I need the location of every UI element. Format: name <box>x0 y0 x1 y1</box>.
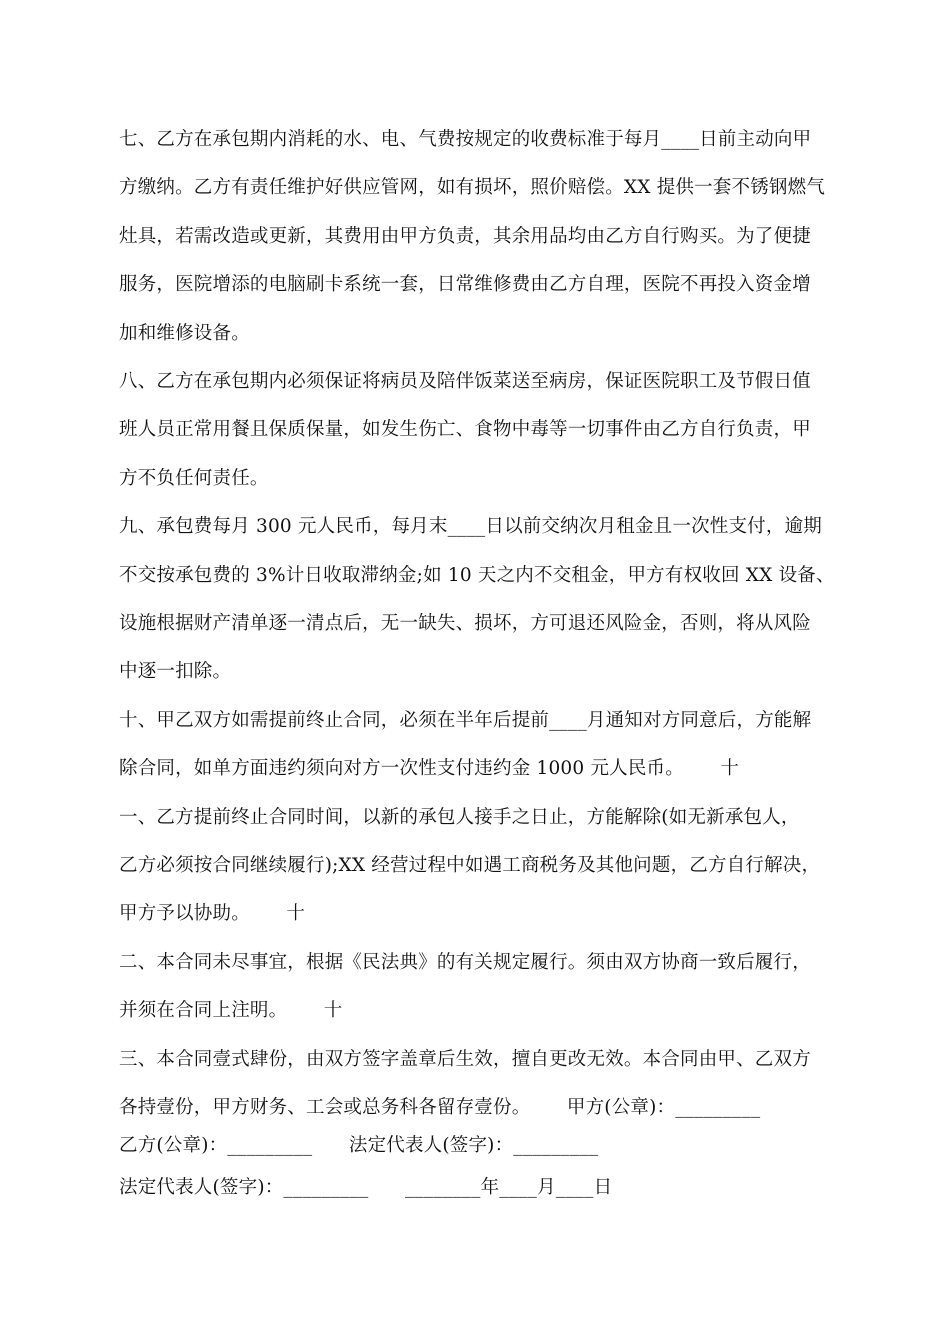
clause-7-line-3: 灶具，若需改造或更新，其费用由甲方负责，其余用品均由乙方自行购买。为了便捷 <box>119 226 811 247</box>
clause-9-line-1: 九、承包费每月 300 元人民币，每月末____日以前交纳次月租金且一次性支付，逾期 <box>119 516 822 537</box>
clause-7-line-4: 服务，医院增添的电脑刷卡系统一套，日常维修费由乙方自理，医院不再投入资金增 <box>119 274 811 295</box>
clause-8-line-1: 八、乙方在承包期内必须保证将病员及陪伴饭菜送至病房，保证医院职工及节假日值 <box>119 371 811 392</box>
clause-7-line-1: 七、乙方在承包期内消耗的水、电、气费按规定的收费标准于每月____日前主动向甲 <box>119 129 812 150</box>
clause-9-line-4: 中逐一扣除。 <box>119 661 232 682</box>
clause-9-line-3: 设施根据财产清单逐一清点后，无一缺失、损坏，方可退还风险金，否则，将从风险 <box>119 613 811 634</box>
clause-11-line-1: 一、乙方提前终止合同时间，以新的承包人接手之日止，方能解除(如无新承包人， <box>119 807 800 828</box>
clause-8-line-2: 班人员正常用餐且保质保量，如发生伤亡、食物中毒等一切事件由乙方自行负责，甲 <box>119 419 811 440</box>
clause-12-line-1: 二、本合同未尽事宜，根据《民法典》的有关规定履行。须由双方协商一致后履行， <box>119 952 811 973</box>
clause-8-line-3: 方不负任何责任。 <box>119 468 269 489</box>
clause-12-line-2: 并须在合同上注明。 十 <box>119 1000 343 1021</box>
signature-line-2: 法定代表人(签字)：_________ ________年____月____日 <box>119 1177 613 1198</box>
clause-7-line-5: 加和维修设备。 <box>119 323 250 344</box>
clause-11-line-3: 甲方予以协助。 十 <box>119 903 306 924</box>
clause-7-line-2: 方缴纳。乙方有责任维护好供应管网，如有损坏，照价赔偿。XX 提供一套不锈钢燃气 <box>119 177 826 198</box>
clause-13-line-2: 各持壹份，甲方财务、工会或总务科各留存壹份。 甲方(公章)：_________ <box>119 1097 761 1118</box>
clause-11-line-2: 乙方必须按合同继续履行);XX 经营过程中如遇工商税务及其他问题，乙方自行解决， <box>119 855 821 876</box>
clause-13-line-1: 三、本合同壹式肆份，由双方签字盖章后生效，擅自更改无效。本合同由甲、乙双方 <box>119 1049 811 1070</box>
clause-10-line-1: 十、甲乙双方如需提前终止合同，必须在半年后提前____月通知对方同意后，方能解 <box>119 710 812 731</box>
clause-9-line-2: 不交按承包费的 3%计日收取滞纳金;如 10 天之内不交租金，甲方有权收回 XX 设备、 <box>119 565 835 586</box>
signature-line-1: 乙方(公章)：_________ 法定代表人(签字)：_________ <box>119 1135 599 1156</box>
clause-10-line-2: 除合同，如单方面违约须向对方一次性支付违约金 1000 元人民币。 十 <box>119 758 740 779</box>
